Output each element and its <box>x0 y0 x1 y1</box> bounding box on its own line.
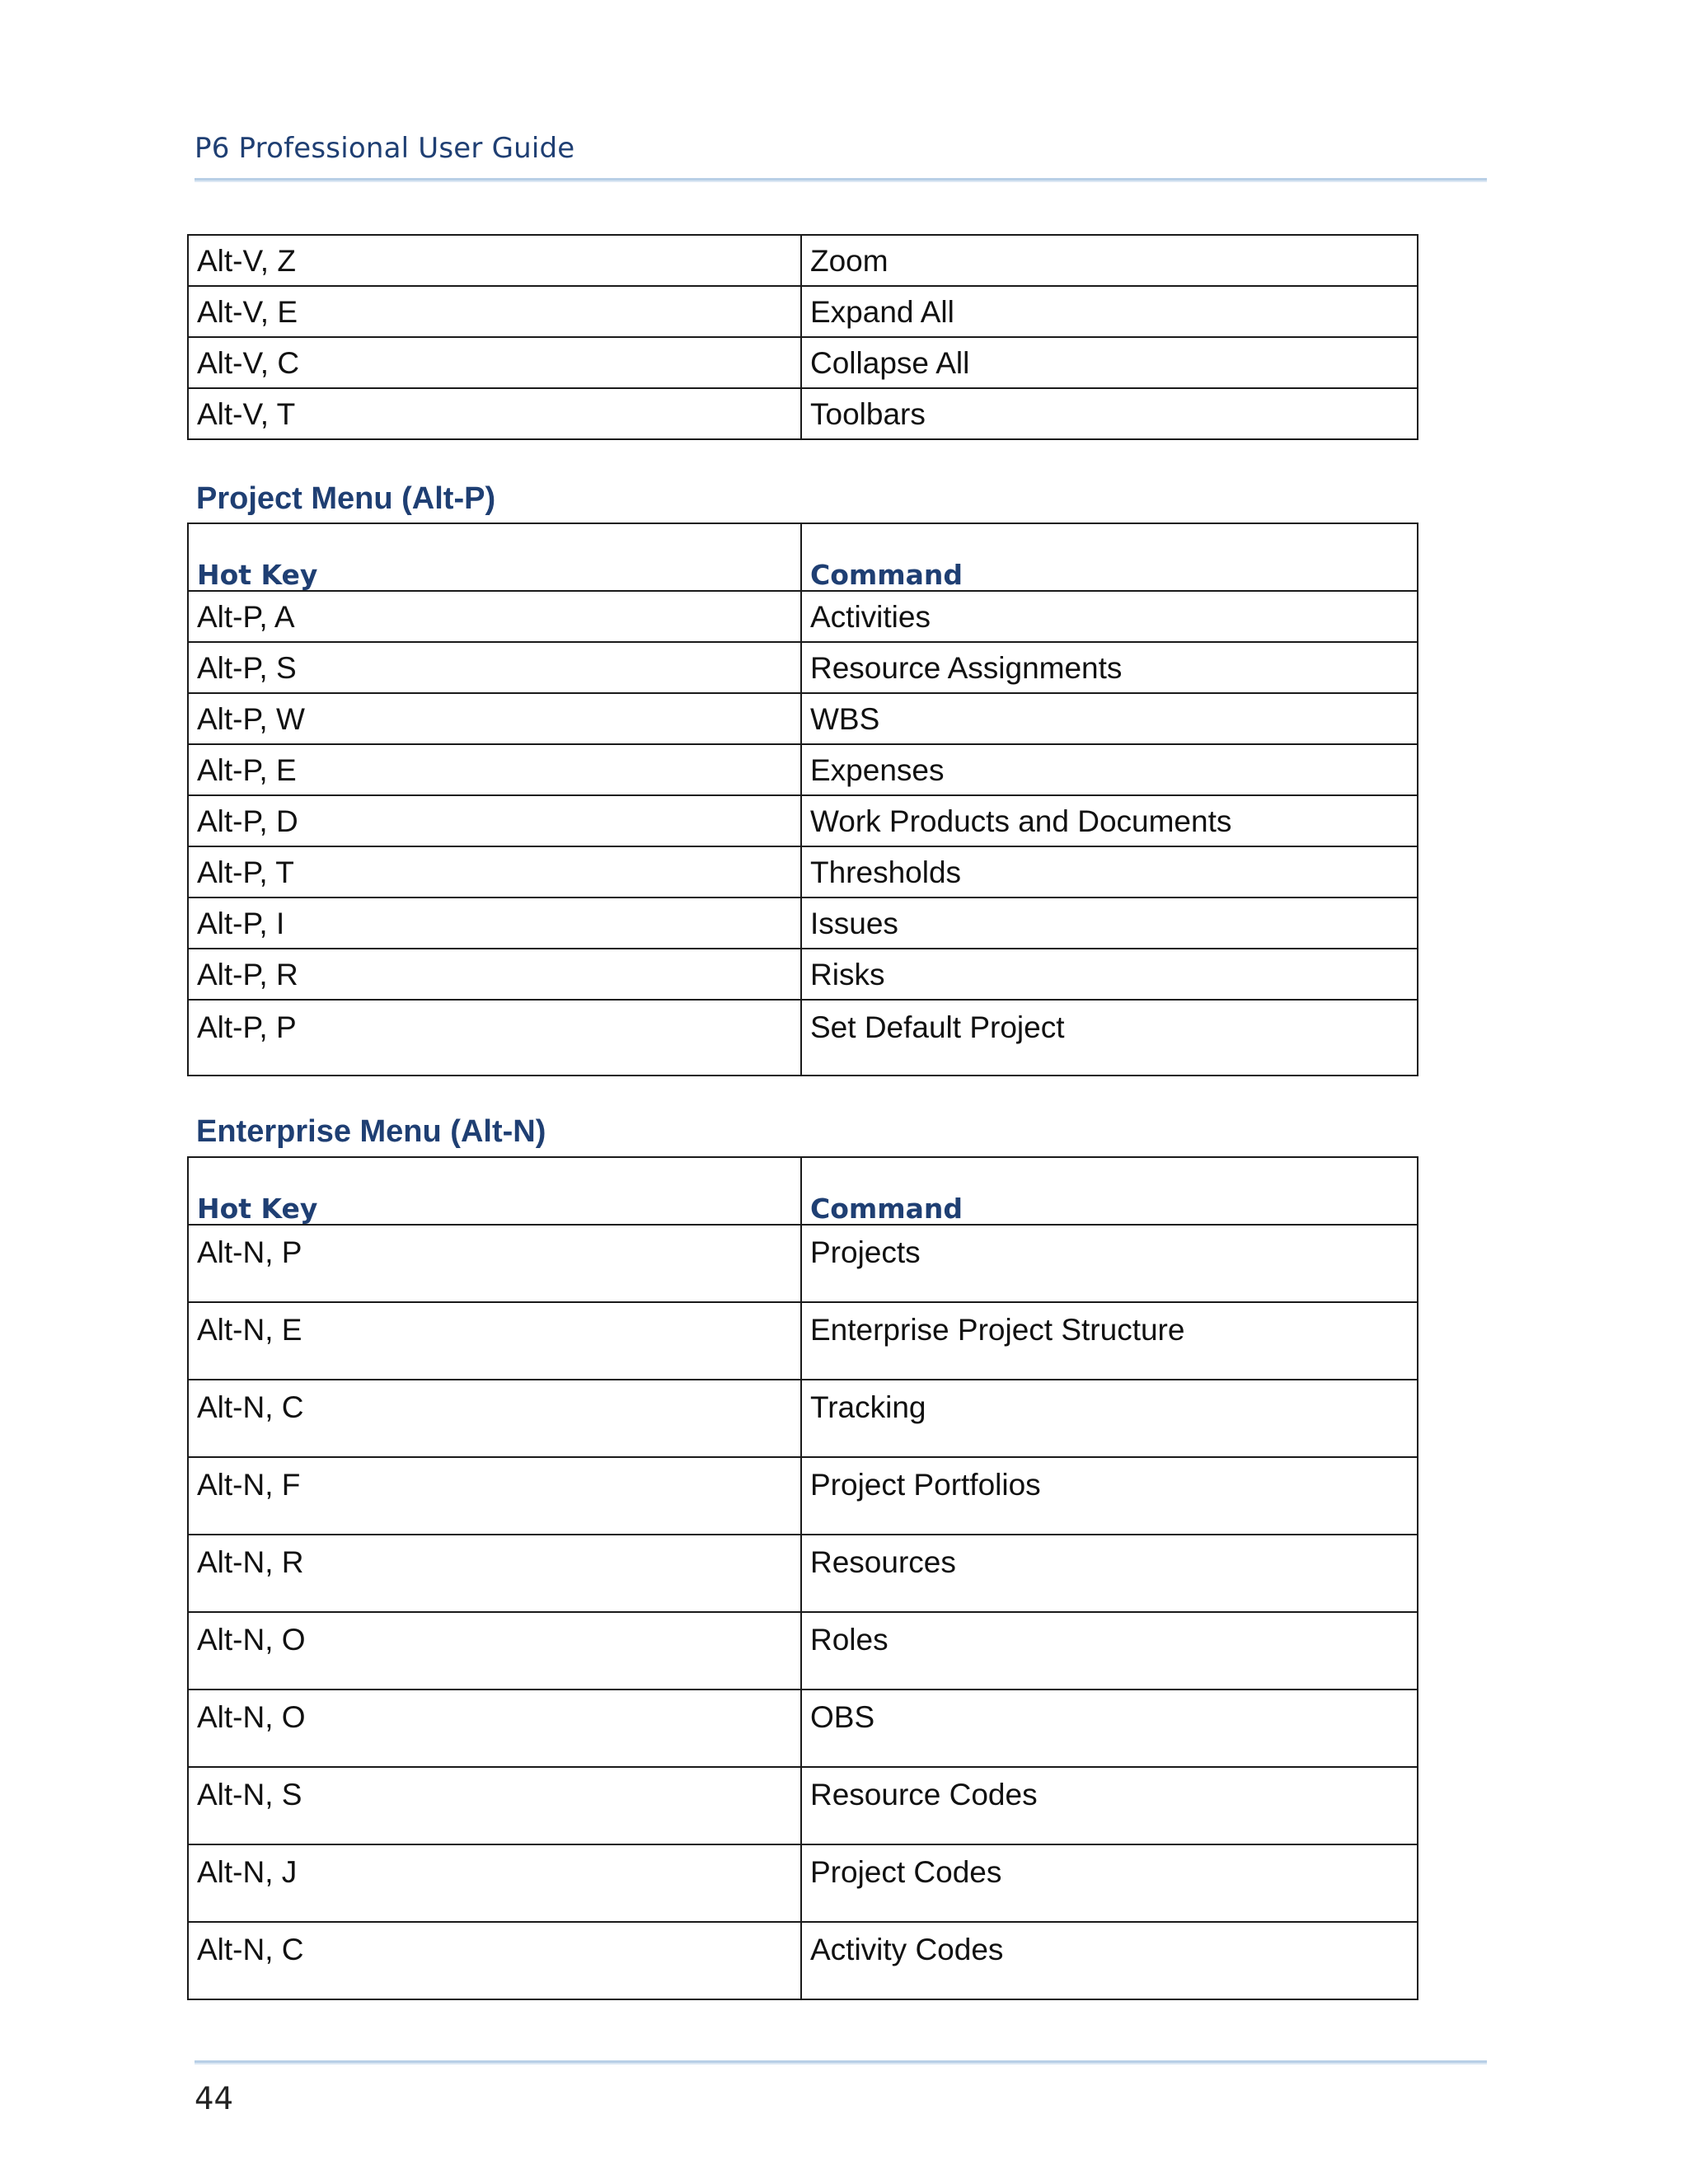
command-cell: WBS <box>801 693 1418 744</box>
table-header-row <box>188 1157 1418 1225</box>
command-cell: Tracking <box>801 1380 1418 1457</box>
hot-key-cell: Alt-V, E <box>188 286 801 337</box>
hot-key-cell: Alt-N, R <box>188 1535 801 1612</box>
table-row <box>188 1844 1418 1922</box>
hot-key-cell: Alt-N, C <box>188 1380 801 1457</box>
table-row <box>188 337 1418 388</box>
command-cell: Activities <box>801 591 1418 642</box>
command-cell: Roles <box>801 1612 1418 1690</box>
hot-key-cell: Alt-N, O <box>188 1690 801 1767</box>
table-row <box>188 642 1418 693</box>
hot-key-cell: Alt-P, I <box>188 898 801 949</box>
hot-key-cell: Alt-P, E <box>188 744 801 795</box>
table-row <box>188 1457 1418 1535</box>
command-cell: Project Codes <box>801 1844 1418 1922</box>
footer-divider <box>195 2060 1487 2064</box>
command-cell: Set Default Project <box>801 1000 1418 1076</box>
hot-key-cell: Alt-N, E <box>188 1302 801 1380</box>
table-row <box>188 1302 1418 1380</box>
command-cell: Enterprise Project Structure <box>801 1302 1418 1380</box>
command-cell: Thresholds <box>801 846 1418 898</box>
enterprise-menu-heading: Enterprise Menu (Alt-N) <box>196 1114 546 1149</box>
hot-key-cell: Alt-P, W <box>188 693 801 744</box>
command-cell: Activity Codes <box>801 1922 1418 1999</box>
page-header-title: P6 Professional User Guide <box>195 132 575 165</box>
table-row <box>188 1535 1418 1612</box>
table-row <box>188 286 1418 337</box>
hot-key-cell: Alt-P, D <box>188 795 801 846</box>
command-cell: Resource Codes <box>801 1767 1418 1844</box>
hot-key-cell: Alt-P, P <box>188 1000 801 1076</box>
view-menu-hotkey-table <box>187 234 1418 440</box>
table-row <box>188 795 1418 846</box>
table-row <box>188 1922 1418 1999</box>
hot-key-cell: Alt-V, Z <box>188 235 801 286</box>
command-cell: Resource Assignments <box>801 642 1418 693</box>
command-cell: Expenses <box>801 744 1418 795</box>
table-row <box>188 1690 1418 1767</box>
hot-key-cell: Alt-N, S <box>188 1767 801 1844</box>
enterprise-menu-hotkey-table <box>187 1156 1418 2000</box>
hot-key-cell: Alt-N, F <box>188 1457 801 1535</box>
command-cell: Collapse All <box>801 337 1418 388</box>
command-cell: Issues <box>801 898 1418 949</box>
table-row <box>188 949 1418 1000</box>
table-row <box>188 1767 1418 1844</box>
table-row <box>188 591 1418 642</box>
table-row <box>188 744 1418 795</box>
table-row <box>188 1380 1418 1457</box>
hot-key-cell: Alt-P, R <box>188 949 801 1000</box>
hot-key-cell: Alt-N, C <box>188 1922 801 1999</box>
header-divider <box>195 178 1487 182</box>
command-cell: Zoom <box>801 235 1418 286</box>
command-column-header: Command <box>801 1157 1418 1225</box>
command-column-header: Command <box>801 523 1418 591</box>
hot-key-cell: Alt-N, O <box>188 1612 801 1690</box>
table-header-row <box>188 523 1418 591</box>
table-row <box>188 235 1418 286</box>
hot-key-cell: Alt-N, J <box>188 1844 801 1922</box>
command-cell: Risks <box>801 949 1418 1000</box>
table-row <box>188 898 1418 949</box>
hot-key-column-header: Hot Key <box>188 1157 801 1225</box>
table-row <box>188 1000 1418 1076</box>
command-cell: Projects <box>801 1225 1418 1302</box>
command-cell: Resources <box>801 1535 1418 1612</box>
table-row <box>188 1225 1418 1302</box>
hot-key-cell: Alt-V, C <box>188 337 801 388</box>
table-row <box>188 1612 1418 1690</box>
hot-key-cell: Alt-P, T <box>188 846 801 898</box>
command-cell: Work Products and Documents <box>801 795 1418 846</box>
table-row <box>188 388 1418 439</box>
project-menu-hotkey-table <box>187 523 1418 1076</box>
hot-key-cell: Alt-N, P <box>188 1225 801 1302</box>
command-cell: Expand All <box>801 286 1418 337</box>
command-cell: Project Portfolios <box>801 1457 1418 1535</box>
project-menu-heading: Project Menu (Alt-P) <box>196 481 496 516</box>
hot-key-cell: Alt-V, T <box>188 388 801 439</box>
command-cell: OBS <box>801 1690 1418 1767</box>
hot-key-column-header: Hot Key <box>188 523 801 591</box>
hot-key-cell: Alt-P, S <box>188 642 801 693</box>
command-cell: Toolbars <box>801 388 1418 439</box>
table-row <box>188 846 1418 898</box>
hot-key-cell: Alt-P, A <box>188 591 801 642</box>
page-number: 44 <box>195 2081 234 2116</box>
table-row <box>188 693 1418 744</box>
